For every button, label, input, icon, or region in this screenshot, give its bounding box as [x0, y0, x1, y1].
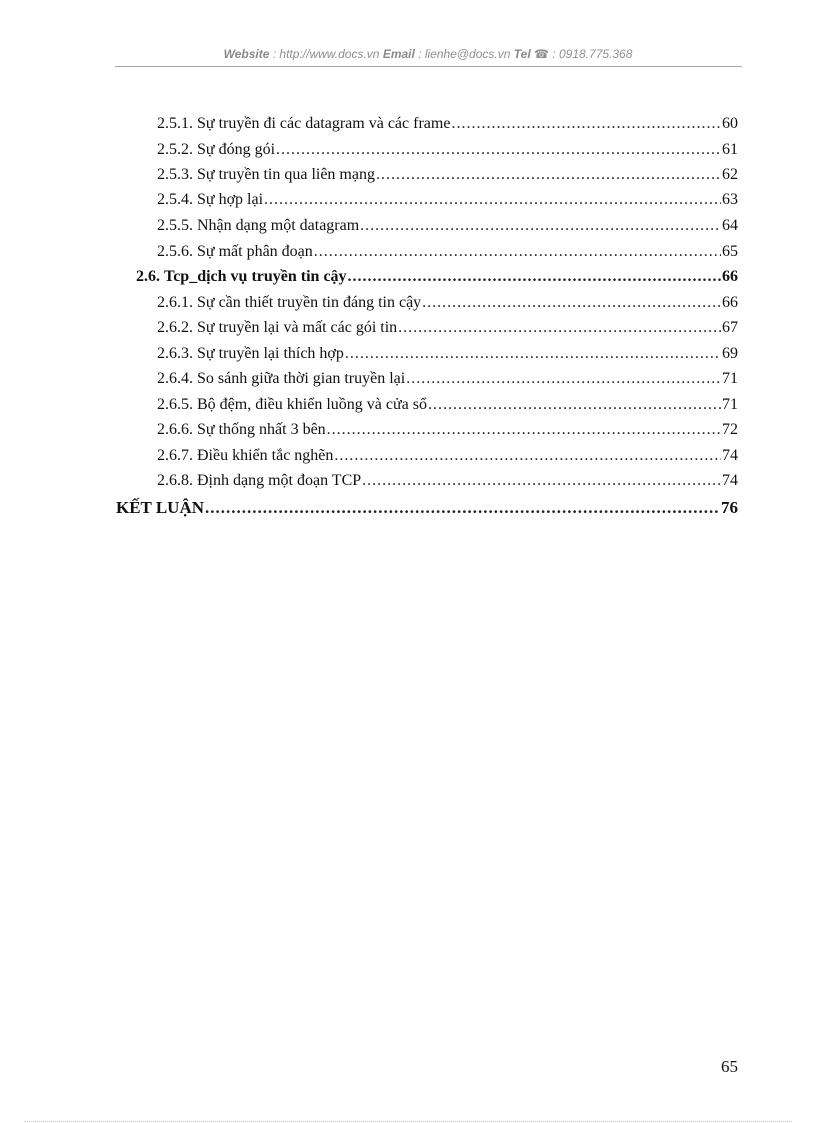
- toc-entry-page: 61: [722, 141, 738, 158]
- toc-entry-title: So sánh giữa thời gian truyền lại: [197, 370, 406, 387]
- toc-entry-title: Sự cần thiết truyền tin đáng tin cậy: [197, 294, 422, 311]
- toc-entry[interactable]: [157, 164, 738, 186]
- toc-leader-dots: [264, 189, 721, 211]
- toc-leader-dots: [334, 445, 721, 467]
- toc-entry[interactable]: [157, 394, 738, 416]
- website-url[interactable]: http://www.docs.vn: [279, 47, 380, 61]
- toc-leader-dots: [376, 164, 721, 186]
- toc-entry-title: Sự thống nhất 3 bên: [197, 421, 326, 438]
- toc-entry[interactable]: [157, 215, 738, 237]
- toc-entry-title: Sự mất phân đoạn: [197, 243, 313, 260]
- toc-entry-page: 60: [722, 115, 738, 132]
- website-label: Website: [223, 47, 270, 61]
- toc-entry-number: 2.6.6.: [157, 421, 193, 438]
- toc-entry-title: Điều khiển tắc nghẽn: [197, 447, 334, 464]
- toc-entry-number: 2.5.5.: [157, 217, 193, 234]
- toc-entry-number: 2.6.1.: [157, 294, 193, 311]
- toc-entry-page: 64: [722, 217, 738, 234]
- toc-entry-number: 2.5.6.: [157, 243, 193, 260]
- toc-entry-title: Sự đóng gói: [197, 141, 276, 158]
- toc-entry-number: 2.6.3.: [157, 345, 193, 362]
- toc-leader-dots: [362, 470, 721, 492]
- toc-entry[interactable]: [157, 419, 738, 441]
- tel-label: Tel: [513, 47, 531, 61]
- toc-entry-title: Tcp_dịch vụ truyền tin cậy: [164, 268, 347, 285]
- toc-section-entry[interactable]: [136, 266, 738, 288]
- website-separator: :: [269, 47, 280, 61]
- toc-entry-title: Sự truyền tin qua liên mạng: [197, 166, 375, 183]
- toc-entry-number: 2.5.3.: [157, 166, 193, 183]
- toc-entry[interactable]: [157, 317, 738, 339]
- toc-entry-page: 71: [722, 370, 738, 387]
- toc-entry-page: 69: [722, 345, 738, 362]
- toc-entry-number: 2.6.: [136, 268, 160, 285]
- toc-entry-page: 74: [722, 447, 738, 464]
- toc-entry-number: 2.5.2.: [157, 141, 193, 158]
- toc-entry-page: 66: [722, 294, 738, 311]
- toc-entry-page: 74: [722, 472, 738, 489]
- toc-entry-title: Bộ đệm, điều khiển luồng và cửa sổ: [197, 396, 427, 413]
- toc-entry[interactable]: [157, 189, 738, 211]
- toc-entry-page: 71: [722, 396, 738, 413]
- toc-entry[interactable]: [157, 292, 738, 314]
- toc-entry-title: Sự truyền lại thích hợp: [197, 345, 344, 362]
- toc-leader-dots: [451, 113, 721, 135]
- toc-entry-page: 63: [722, 191, 738, 208]
- toc-entry-number: 2.6.5.: [157, 396, 193, 413]
- toc-leader-dots: [422, 292, 721, 314]
- toc-leader-dots: [428, 394, 721, 416]
- toc-entry-page: 67: [722, 319, 738, 336]
- email-separator: :: [414, 47, 425, 61]
- toc-entry-title: Sự truyền đi các datagram và các frame: [197, 115, 451, 132]
- toc-entry[interactable]: [157, 368, 738, 390]
- toc-entry[interactable]: [157, 470, 738, 492]
- toc-leader-dots: [345, 343, 721, 365]
- toc-entry-page: 65: [722, 243, 738, 260]
- toc-entry[interactable]: [157, 343, 738, 365]
- toc-entry-title: Sự truyền lại và mất các gói tin: [197, 319, 398, 336]
- email-label: Email: [382, 47, 415, 61]
- toc-entry-number: 2.5.4.: [157, 191, 193, 208]
- toc-entry[interactable]: [157, 139, 738, 161]
- toc-leader-dots: [348, 266, 721, 288]
- toc-leader-dots: [360, 215, 721, 237]
- tel-number: 0918.775.368: [558, 47, 633, 61]
- page-header: [115, 47, 741, 61]
- toc-leader-dots: [314, 241, 721, 263]
- toc-entry-title: Sự hợp lại: [197, 191, 264, 208]
- tel-separator: :: [548, 47, 559, 61]
- toc-chapter-entry[interactable]: [116, 497, 738, 519]
- toc-entry-page: 76: [721, 498, 738, 517]
- page-number: 65: [721, 1057, 738, 1076]
- header-divider: [115, 66, 742, 67]
- email-address[interactable]: lienhe@docs.vn: [424, 47, 511, 61]
- toc-entry-number: 2.6.2.: [157, 319, 193, 336]
- toc-entry[interactable]: [157, 241, 738, 263]
- toc-leader-dots: [398, 317, 721, 339]
- toc-leader-dots: [276, 139, 721, 161]
- toc-entry-number: 2.6.4.: [157, 370, 193, 387]
- toc-leader-dots: [406, 368, 721, 390]
- toc-entry-page: 66: [722, 268, 738, 285]
- footer-divider: [24, 1121, 792, 1122]
- toc-entry-title: Định dạng một đoạn TCP: [197, 472, 362, 489]
- toc-entry-title: KẾT LUẬN: [116, 498, 205, 517]
- toc-entry-number: 2.6.7.: [157, 447, 193, 464]
- telephone-icon: ☎: [534, 47, 549, 61]
- toc-entry-page: 62: [722, 166, 738, 183]
- toc-entry[interactable]: [157, 445, 738, 467]
- toc-entry-number: 2.5.1.: [157, 115, 193, 132]
- toc-leader-dots: [205, 497, 720, 519]
- toc-entry-title: Nhận dạng một datagram: [197, 217, 360, 234]
- toc-entry-number: 2.6.8.: [157, 472, 193, 489]
- toc-entry-page: 72: [722, 421, 738, 438]
- toc-leader-dots: [327, 419, 721, 441]
- toc-entry[interactable]: [157, 113, 738, 135]
